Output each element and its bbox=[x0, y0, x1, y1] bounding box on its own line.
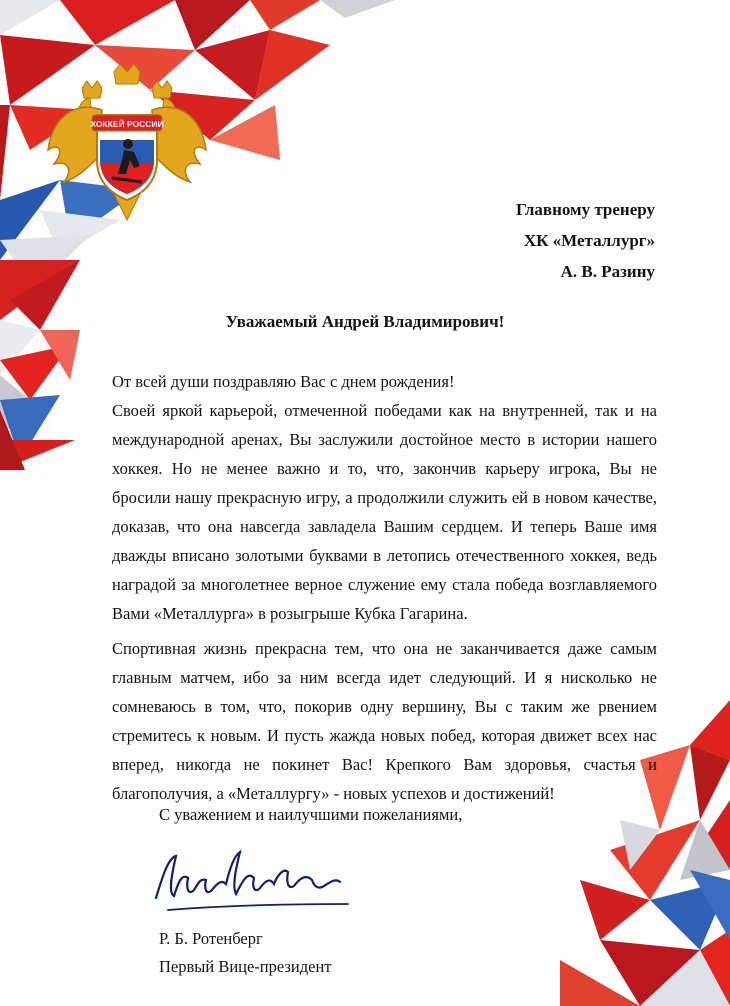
hockey-russia-emblem bbox=[42, 60, 212, 230]
paragraph-wishes: Спортивная жизнь прекрасна тем, что она не заканчивается даже самым главным матчем, ибо за ним всегда идет следующий. И я нисколько не сомневаюсь в том, что, покорив одну вершину, Вы с таким же рвением стремитесь к новым. И пусть жажда новых побед, которая движет всех нас вперед, никогда не покинет Вас! Крепкого Вам здоровья, счастья и благополучия, а «Металлургу» - новых успехов и достижений! bbox=[112, 639, 657, 803]
salutation: Уважаемый Андрей Владимирович! bbox=[225, 312, 505, 331]
addressee-block bbox=[516, 194, 655, 287]
signatory-block bbox=[159, 925, 332, 981]
closing-line: С уважением и наилучшими пожеланиями, bbox=[159, 805, 463, 824]
paragraph-career: Своей яркой карьерой, отмеченной победами как на внутренней, так и на международной аренах, Вы заслужили достойное место в истории нашего хоккея. Но не менее важно и то, что, закончив карьеру игрока, Вы не бросили нашу прекрасную игру, а продолжили служить ей в новом качестве, доказав, что она навсегда завладела Вашим сердцем. И теперь Ваше имя дважды вписано золотыми буквами в летопись отечественного хоккея, ведь наградой за многолетнее верное служение ему стала победа возглавляемого Вами «Металлурга» в розыгрыше Кубка Гагарина. bbox=[112, 401, 657, 623]
paragraph-greeting: От всей души поздравляю Вас с днем рождения! bbox=[112, 372, 455, 391]
addressee-name: А. В. Разину bbox=[560, 262, 655, 281]
addressee-club: ХК «Металлург» bbox=[523, 231, 655, 250]
double-headed-eagle-icon bbox=[48, 64, 206, 220]
letter-body bbox=[112, 367, 657, 808]
handwritten-signature bbox=[148, 838, 358, 923]
signatory-name: Р. Б. Ротенберг bbox=[159, 929, 263, 948]
emblem-text: ХОККЕЙ РОССИИ bbox=[90, 119, 164, 129]
addressee-position: Главному тренеру bbox=[515, 200, 655, 219]
signatory-title: Первый Вице-президент bbox=[159, 957, 332, 976]
